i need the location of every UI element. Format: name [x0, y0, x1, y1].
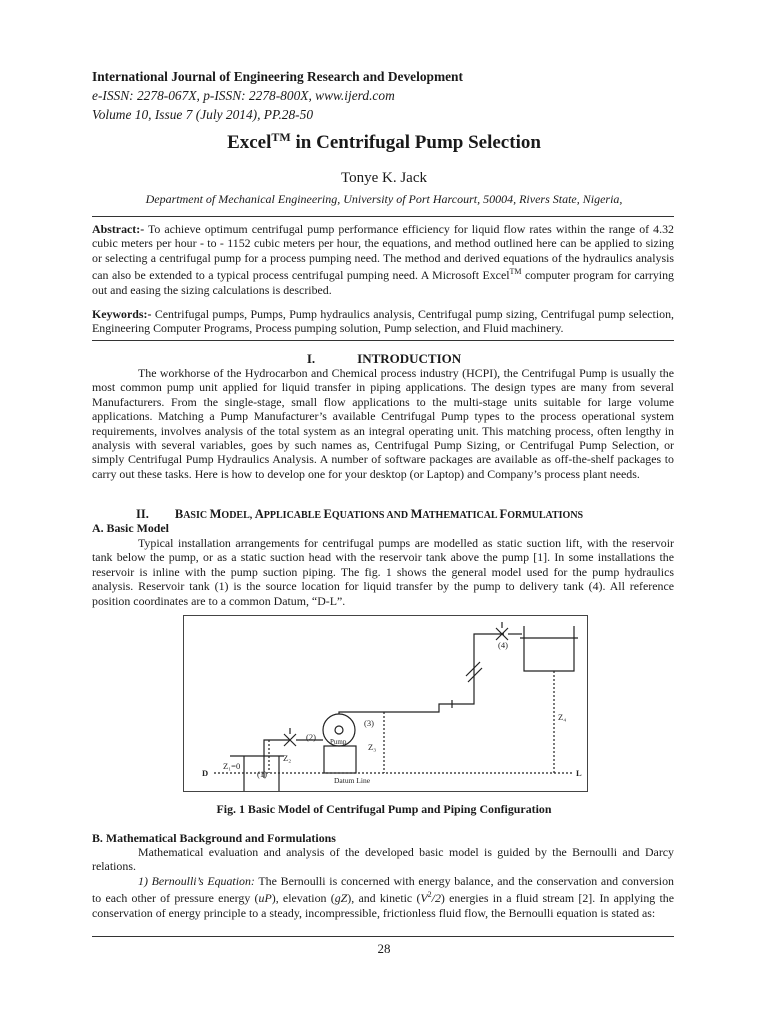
label-datum: Datum Line: [334, 776, 371, 785]
section-2-heading: [136, 507, 583, 522]
label-n3: (3): [364, 718, 374, 728]
label-n4: (4): [498, 640, 508, 650]
page-number: 28: [377, 941, 391, 956]
abstract-tm: TM: [509, 267, 522, 277]
abstract-text-1: To achieve optimum centrifugal pump performance efficiency for liquid flow rates within the range of 4.32 cubic meters per hour - to - 1152 cubic meters per hour, the equations, and method outlined here can be applied to sizing or selecting a centrifugal pump for a process pumping need. The method and derived equations of the hydraulics analysis can also be extended to a typical process centrifugal pumping need. A Microsoft Excel: [92, 222, 674, 283]
journal-volume: Volume 10, Issue 7 (July 2014), PP.28-50: [92, 107, 314, 122]
figure-1-caption: Fig. 1 Basic Model of Centrifugal Pump and Piping Configuration: [216, 802, 552, 816]
journal-header: [92, 67, 463, 124]
delivery-tank: [524, 626, 574, 671]
section-1-number: I.: [306, 351, 316, 366]
bernoulli-gz: gZ: [334, 891, 348, 906]
abstract: [92, 222, 674, 297]
section-2-title-9: ATHEMATICAL: [422, 510, 500, 521]
abstract-top-rule: [92, 216, 674, 217]
keywords: [92, 307, 674, 336]
bernoulli-v-sup: 2: [427, 890, 432, 900]
keywords-text: Centrifugal pumps, Pumps, Pump hydraulics analysis, Centrifugal pump sizing, Centrifugal pump selection, Engineering Computer Programs, Process pumping solution, Pump selection, and Fluid machinery.: [92, 307, 674, 336]
bernoulli-half: /2: [431, 891, 441, 906]
title-post: in Centrifugal Pump Selection: [290, 132, 541, 153]
label-l: L: [576, 768, 582, 778]
bernoulli-text-c: ), and kinetic (: [347, 891, 421, 906]
author-affiliation: Department of Mechanical Engineering, University of Port Harcourt, 50004, Rivers State, Nigeria,: [145, 192, 623, 206]
subsection-a-heading: A. Basic Model: [92, 521, 169, 535]
section-2-title-5: PPLICABLE: [263, 510, 324, 521]
bernoulli-up: uP: [258, 891, 272, 906]
figure-1-pump-diagram: [183, 615, 588, 792]
title-tm: TM: [271, 130, 291, 144]
footer-rule: [92, 936, 674, 937]
bernoulli-text-b: ), elevation (: [271, 891, 335, 906]
section-2-title-7: QUATIONS AND: [331, 510, 411, 521]
subsection-b-heading: B. Mathematical Background and Formulations: [92, 831, 336, 845]
label-z3: Z₃: [368, 742, 377, 752]
label-z4: Z₄: [558, 712, 567, 722]
section-2-title-4: A: [254, 507, 264, 521]
title-pre: Excel: [227, 132, 272, 153]
section-2-title-3: ODEL,: [221, 510, 255, 521]
discharge-pipe: [339, 634, 504, 714]
bernoulli-heading: 1) Bernoulli’s Equation:: [138, 874, 255, 888]
label-z1: Z₁=0: [223, 761, 241, 771]
section-2-title-6: E: [323, 507, 332, 521]
keywords-label: Keywords:-: [92, 307, 152, 321]
label-n2: (2): [306, 732, 316, 742]
section-2-title-10: F: [499, 507, 508, 521]
section-1-heading: [0, 351, 768, 367]
label-d: D: [202, 768, 209, 778]
pump-diagram-svg: [184, 616, 587, 791]
label-n1: (1): [257, 769, 267, 779]
section-2-title-11: ORMULATIONS: [507, 510, 584, 521]
bernoulli-text-e: ) energies in a fluid stream [2]. In applying the conservation of energy principle to a steady, incompressible, frictionless fluid flow, the Bernoulli equation is stated as:: [92, 891, 674, 920]
journal-issn: e-ISSN: 2278-067X, p-ISSN: 2278-800X, www.ijerd.com: [92, 88, 395, 103]
abstract-label: Abstract:-: [92, 222, 145, 236]
author-name: Tonye K. Jack: [340, 170, 427, 186]
math-background-paragraph: Mathematical evaluation and analysis of the developed basic model is guided by the Bernoulli and Darcy relations.: [92, 845, 674, 874]
pump-base: [324, 746, 356, 773]
section-1-title: INTRODUCTION: [357, 351, 462, 366]
journal-name: International Journal of Engineering Research and Development: [92, 69, 463, 84]
section-2-title-1: ASIC: [183, 510, 210, 521]
section-2-title-2: M: [209, 507, 222, 521]
bernoulli-paragraph: [92, 874, 674, 920]
bernoulli-text-a: The Bernoulli is concerned with energy balance, and the conservation and conversion to each other of pressure energy (: [92, 874, 674, 906]
basic-model-paragraph: Typical installation arrangements for centrifugal pumps are modelled as static suction lift, with the reservoir tank below the pump, or as a static suction head with the reservoir tank above the pump [1]. In some installations the reservoir is inline with the pump suction piping. The fig. 1 shows the general model used for the pump hydraulics analysis. Reservoir tank (1) is the source location for liquid transfer by the pump to delivery tank (4). All reference position coordinates are to a common Datum, “D-L”.: [92, 536, 674, 608]
label-z2: Z₂: [283, 753, 292, 763]
section-2-number: II.: [136, 507, 149, 521]
introduction-paragraph: The workhorse of the Hydrocarbon and Chemical process industry (HCPI), the Centrifugal Pump is usually the most common pump unit applied for liquid transfer in piping applications. The design types are many from several Manufacturers. From the single-stage, small flow applications to the multi-stage units suitable for large volume applications. Matching a Pump Manufacturer’s available Centrifugal Pump types to the process operational system requirements, involves analysis of the total system as an integral operating unit. This matching process, often lengthy in analysis with several variables, goes by such names as, Centrifugal Pump Sizing, or Centrifugal Pump Selection, or simply Centrifugal Pump Hydraulics Analysis. A number of software packages are available as off-the-shelf packages to carry out these tasks. Here is how to develop one for your desktop (or Laptop) and Company’s process plant needs.: [92, 366, 674, 481]
abstract-text-2: computer program for carrying out and easing the sizing calculations is described.: [92, 268, 674, 297]
paper-title: [0, 130, 768, 154]
section-2-title-0: B: [174, 507, 184, 521]
keywords-bottom-rule: [92, 340, 674, 341]
section-2-title-8: M: [410, 507, 423, 521]
label-pump: Pump: [330, 738, 347, 746]
bernoulli-v: V: [420, 891, 428, 906]
